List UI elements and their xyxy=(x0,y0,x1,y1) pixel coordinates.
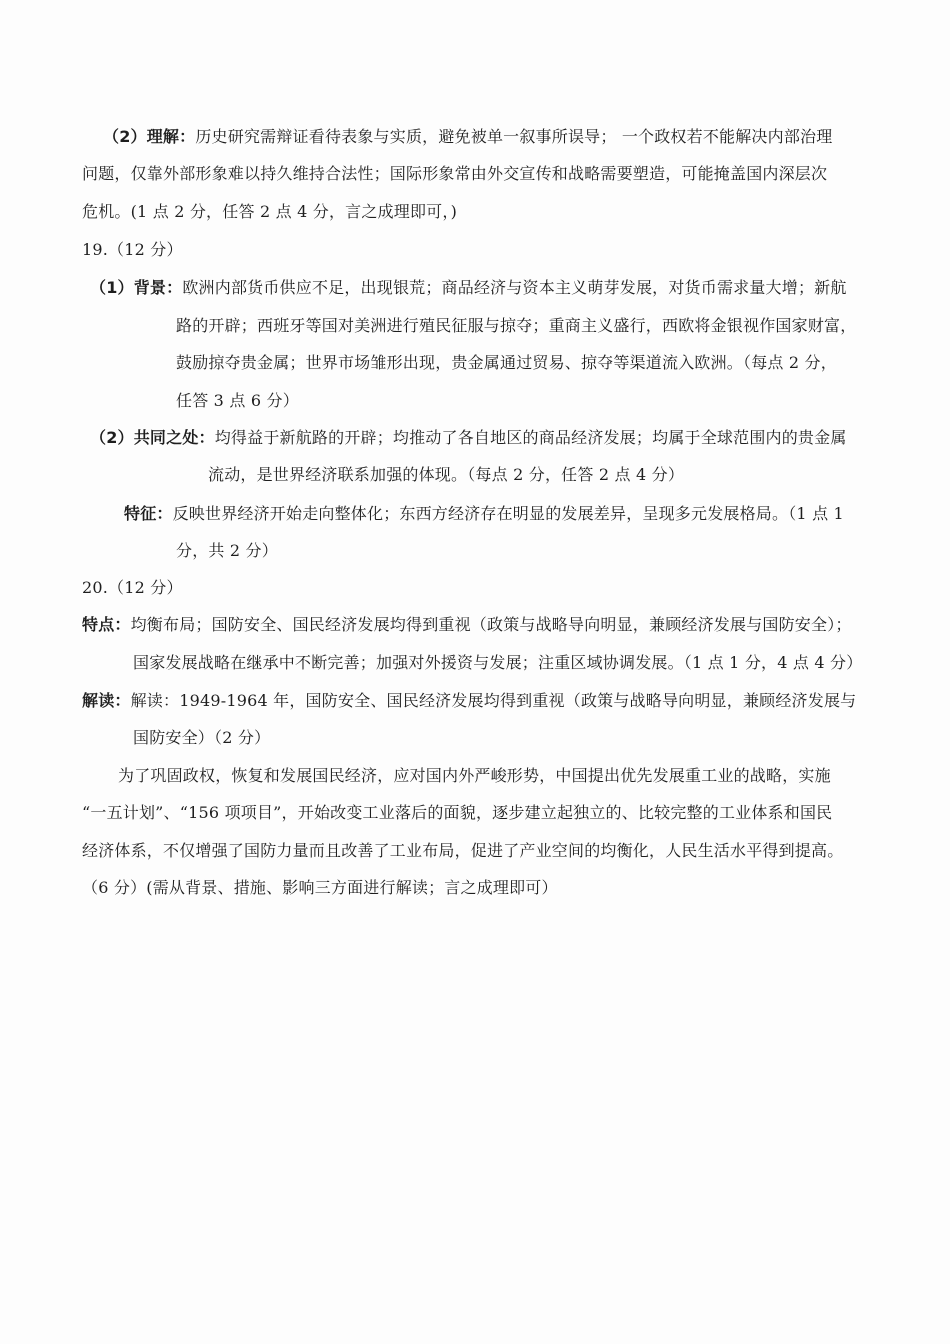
q18-part2-label: （2）理解： xyxy=(103,127,196,146)
q19-part1-line-4: 任答 3 点 6 分） xyxy=(176,391,299,410)
q19-part1-line-1: （1）背景：欧洲内部货币供应不足，出现银荒；商品经济与资本主义萌芽发展，对货币需求量大增；新航 xyxy=(90,278,847,297)
q20-reading-label: 解读： xyxy=(82,691,131,710)
q18-part2-line-1: （2）理解：历史研究需辩证看待表象与实质，避免被单一叙事所误导； 一个政权若不能解决内部治理 xyxy=(103,127,833,146)
q19-part2-label: （2）共同之处： xyxy=(90,428,215,447)
q19-part3-label: 特征： xyxy=(124,504,173,523)
q19-part2-line-1: （2）共同之处：均得益于新航路的开辟；均推动了各自地区的商品经济发展；均属于全球范围内的贵金属 xyxy=(90,428,847,447)
q20-traits-label: 特点： xyxy=(82,615,131,634)
q20-traits-line-2: 国家发展战略在继承中不断完善；加强对外援资与发展；注重区域协调发展。（1 点 1 分，4 点 4 分） xyxy=(133,653,863,672)
q19-part1-label: （1）背景： xyxy=(90,278,183,297)
q20-paragraph-line-4: （6 分）(需从背景、措施、影响三方面进行解读；言之成理即可） xyxy=(82,878,558,897)
q20-header: 20.（12 分） xyxy=(82,578,183,597)
q20-paragraph-line-2: “一五计划”、“156 项项目”，开始改变工业落后的面貌，逐步建立起独立的、比较完整的工业体系和国民 xyxy=(82,803,833,822)
q18-part2-line-3: 危机。(1 点 2 分，任答 2 点 4 分，言之成理即可，) xyxy=(82,202,458,221)
q19-part3-line-1: 特征：反映世界经济开始走向整体化；东西方经济存在明显的发展差异，呈现多元发展格局。（1 点 1 xyxy=(124,504,844,523)
q20-reading-line-1: 解读：解读：1949-1964 年，国防安全、国民经济发展均得到重视（政策与战略导向明显，兼顾经济发展与 xyxy=(82,691,857,710)
q19-part1-line-3: 鼓励掠夺贵金属；世界市场雏形出现，贵金属通过贸易、掠夺等渠道流入欧洲。（每点 2 分， xyxy=(176,353,837,372)
q20-paragraph-line-1: 为了巩固政权，恢复和发展国民经济，应对国内外严峻形势，中国提出优先发展重工业的战略，实施 xyxy=(118,766,831,785)
q19-header: 19.（12 分） xyxy=(82,240,183,259)
q20-reading-line-2: 国防安全）（2 分） xyxy=(133,728,271,747)
q19-part3-line-2: 分，共 2 分） xyxy=(176,541,278,560)
q18-part2-line-2: 问题，仅靠外部形象难以持久维持合法性；国际形象常由外交宣传和战略需要塑造，可能掩盖国内深层次 xyxy=(82,164,828,183)
q19-part1-line-2: 路的开辟；西班牙等国对美洲进行殖民征服与掠夺；重商主义盛行，西欧将金银视作国家财富， xyxy=(176,316,857,335)
q20-traits-line-1: 特点：均衡布局；国防安全、国民经济发展均得到重视（政策与战略导向明显，兼顾经济发展与国防安全）； xyxy=(82,615,852,634)
q19-part2-line-2: 流动，是世界经济联系加强的体现。（每点 2 分，任答 2 点 4 分） xyxy=(208,465,685,484)
q20-paragraph-line-3: 经济体系，不仅增强了国防力量而且改善了工业布局，促进了产业空间的均衡化，人民生活水平得到提高。 xyxy=(82,841,844,860)
